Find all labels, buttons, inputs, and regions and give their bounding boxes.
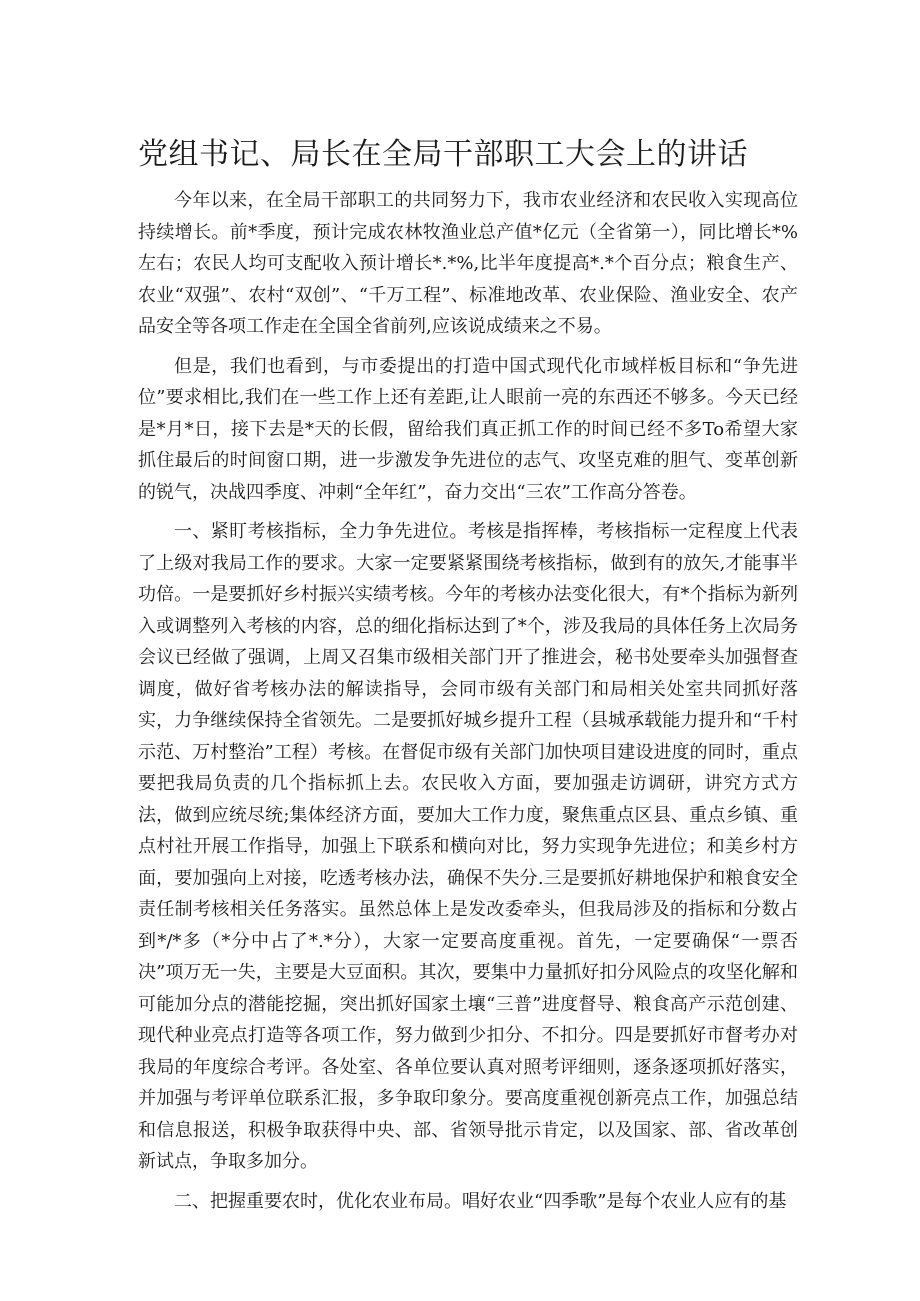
document-body	[138, 185, 798, 1225]
paragraph-gaps: 但是，我们也看到，与市委提出的打造中国式现代化市域样板目标和“争先进位”要求相比,我们在一些工作上还有差距,让人眼前一亮的东西还不够多。今天已经是*月*日，接下去是*天的长假，留给我们真正抓工作的时间已经不多To希望大家抓住最后的时间窗口期，进一步激发争先进位的志气、攻坚克难的胆气、变革创新的锐气，决战四季度、冲刺“全年红”，奋力交出“三农”工作高分答卷。	[138, 355, 798, 503]
paragraph-section-one-assessment: 一、紧盯考核指标，全力争先进位。考核是指挥棒，考核指标一定程度上代表了上级对我局工作的要求。大家一定要紧紧围绕考核指标，做到有的放矢,才能事半功倍。一是要抓好乡村振兴实绩考核。今年的考核办法变化很大，有*个指标为新列入或调整列入考核的内容，总的细化指标达到了*个，涉及我局的具体任务上次局务会议已经做了强调，上周又召集市级相关部门开了推进会，秘书处要牵头加强督查调度，做好省考核办法的解读指导，会同市级有关部门和局相关处室共同抓好落实，力争继续保持全省领先。二是要抓好城乡提升工程（县城承载能力提升和“千村示范、万村整治”工程）考核。在督促市级有关部门加快项目建设进度的同时，重点要把我局负责的几个指标抓上去。农民收入方面，要加强走访调研，讲究方式方法，做到应统尽统;集体经济方面，要加大工作力度，聚焦重点区县、重点乡镇、重点村社开展工作指导，加强上下联系和横向对比，努力实现争先进位；和美乡村方面，要加强向上对接，吃透考核办法，确保不失分.三是要抓好耕地保护和粮食安全责任制考核相关任务落实。虽然总体上是发改委牵头，但我局涉及的指标和分数占到*/*多（*分中占了*.*分），大家一定要高度重视。首先，一定要确保“一票否决”项万无一失，主要是大豆面积。其次，要集中力量抓好扣分风险点的攻坚化解和可能加分点的潜能挖掘，突出抓好国家土壤“三普”进度督导、粮食高产示范创建、现代种业亮点打造等各项工作，努力做到少扣分、不扣分。四是要抓好市督考办对我局的年度综合考评。各处室、各单位要认真对照考评细则，逐条逐项抓好落实，并加强与考评单位联系汇报，多争取印象分。要高度重视创新亮点工作，加强总结和信息报送，积极争取获得中央、部、省领导批示肯定，以及国家、部、省改革创新试点，争取多加分。	[138, 521, 798, 1172]
paragraph-section-two-farming-season: 二、把握重要农时，优化农业布局。唱好农业“四季歌”是每个农业人应有的基	[174, 1190, 787, 1212]
document-title: 党组书记、局长在全局干部职工大会上的讲话	[138, 137, 748, 172]
paragraph-achievements: 今年以来，在全局干部职工的共同努力下，我市农业经济和农民收入实现高位持续增长。前*季度，预计完成农林牧渔业总产值*亿元（全省第一），同比增长*%左右；农民人均可支配收入预计增长*.*%,比半年度提高*.*个百分点；粮食生产、农业“双强”、农村“双创”、“千万工程”、标准地改革、农业保险、渔业安全、农产品安全等各项工作走在全国全省前列,应该说成绩来之不易。	[138, 190, 798, 337]
